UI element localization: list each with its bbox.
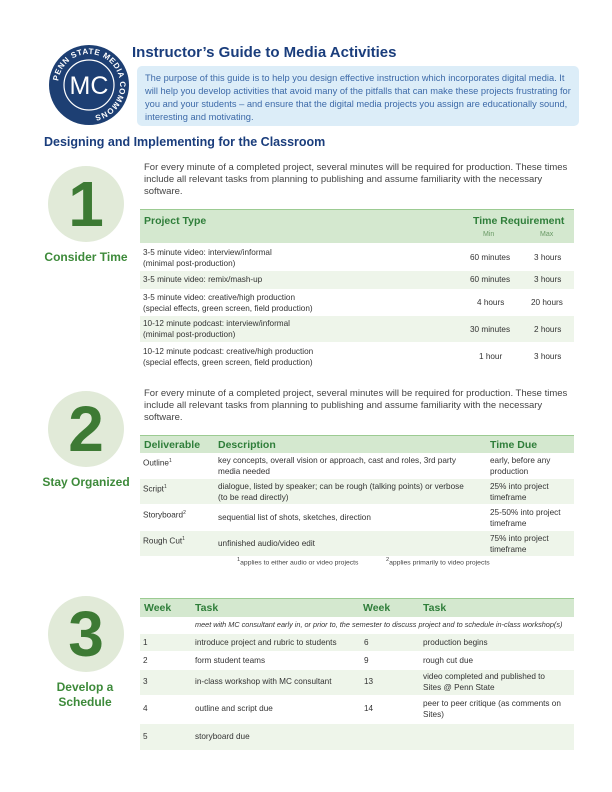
table-row: 5 storyboard due bbox=[140, 724, 574, 750]
col-week: Week bbox=[144, 602, 172, 614]
col-project-type: Project Type bbox=[144, 215, 207, 227]
table-row: 1 introduce project and rubric to students 6 production begins bbox=[140, 634, 574, 651]
intro-box: The purpose of this guide is to help you design effective instruction which incorporates digital media. It will help you develop activities that avoid many of the pitfalls that can make these projects frustrating for you and your students – and ensure that the digital media projects you assign are educationally sound, interesting and motivating. bbox=[137, 66, 579, 126]
col-time-due: Time Due bbox=[490, 439, 538, 451]
time-requirement-table bbox=[140, 209, 574, 372]
step-2-description: For every minute of a completed project, several minutes will be required for production. These times include all relevant tasks from planning to publishing and assume familiarity with the necessary software. bbox=[144, 388, 568, 423]
step-2-label: Stay Organized bbox=[42, 475, 130, 489]
col-time-requirement: Time Requirement bbox=[473, 215, 565, 227]
logo-ring-text: PENN STATE MEDIA COMMONS bbox=[51, 46, 128, 123]
table-header bbox=[140, 598, 574, 617]
step-3-label: Develop a Schedule bbox=[56, 680, 114, 709]
col-task-2: Task bbox=[423, 602, 447, 614]
step-1-circle: 1 bbox=[48, 166, 124, 242]
step-3-circle: 3 bbox=[48, 596, 124, 672]
section-subheading: Designing and Implementing for the Classroom bbox=[44, 135, 326, 149]
col-task: Task bbox=[195, 602, 219, 614]
table-row: 3-5 minute video: remix/mash-up 60 minutes 3 hours bbox=[140, 271, 574, 289]
page-title: Instructor’s Guide to Media Activities bbox=[132, 44, 397, 61]
table-row: Script$^1$ dialogue, listed by speaker; can be rough (talking points) or verbose (to be read directly) 25% into project timeframe bbox=[140, 479, 574, 504]
footnote-2: $^2$applies primarily to video projects bbox=[386, 557, 490, 567]
col-deliverable: Deliverable bbox=[144, 439, 201, 451]
step-1-label: Consider Time bbox=[44, 250, 128, 264]
table-row: 2 form student teams 9 rough cut due bbox=[143, 656, 474, 665]
deliverables-table bbox=[140, 435, 574, 575]
table-row: 3-5 minute video: creative/high production (special effects, green screen, field production) 4 hours 20 hours bbox=[143, 293, 563, 313]
table-header bbox=[140, 435, 574, 453]
step-1-description: For every minute of a completed project, several minutes will be required for production. These times include all relevant tasks from planning to publishing and assume familiarity with the necessary software. bbox=[144, 162, 568, 197]
table-row: Rough Cut$^1$ unfinished audio/video edit 75% into project timeframe bbox=[140, 531, 574, 556]
col-week-2: Week bbox=[363, 602, 391, 614]
media-commons-logo bbox=[48, 44, 130, 126]
table-row: Outline$^1$ key concepts, overall vision or approach, cast and roles, 3rd party media needed early, before any production bbox=[143, 456, 551, 476]
table-row: 3 in-class workshop with MC consultant 13 video completed and published to Sites @ Penn State bbox=[140, 670, 574, 695]
schedule-table bbox=[140, 598, 574, 752]
table-header bbox=[140, 209, 574, 243]
col-min: Min bbox=[483, 231, 495, 238]
table-row: Storyboard$^2$ sequential list of shots, sketches, direction 25-50% into project timeframe bbox=[143, 508, 561, 528]
table-row: 10-12 minute podcast: creative/high production (special effects, green screen, field production) 1 hour 3 hours bbox=[143, 347, 562, 367]
table-row: 4 outline and script due 14 peer to peer critique (as comments on Sites) bbox=[143, 699, 561, 719]
table-row: 3-5 minute video: interview/informal (minimal post-production) 60 minutes 3 hours bbox=[143, 248, 562, 268]
logo-initials: MC bbox=[69, 72, 109, 100]
table-row: meet with MC consultant early in, or prior to, the semester to discuss project and to schedule in-class workshop(s) bbox=[195, 620, 563, 629]
table-row: 10-12 minute podcast: interview/informal (minimal post-production) 30 minutes 2 hours bbox=[140, 316, 574, 342]
col-max: Max bbox=[540, 231, 554, 238]
footnote-1: $^1$applies to either audio or video projects bbox=[237, 557, 359, 567]
step-2-circle: 2 bbox=[48, 391, 124, 467]
col-description: Description bbox=[218, 439, 276, 451]
